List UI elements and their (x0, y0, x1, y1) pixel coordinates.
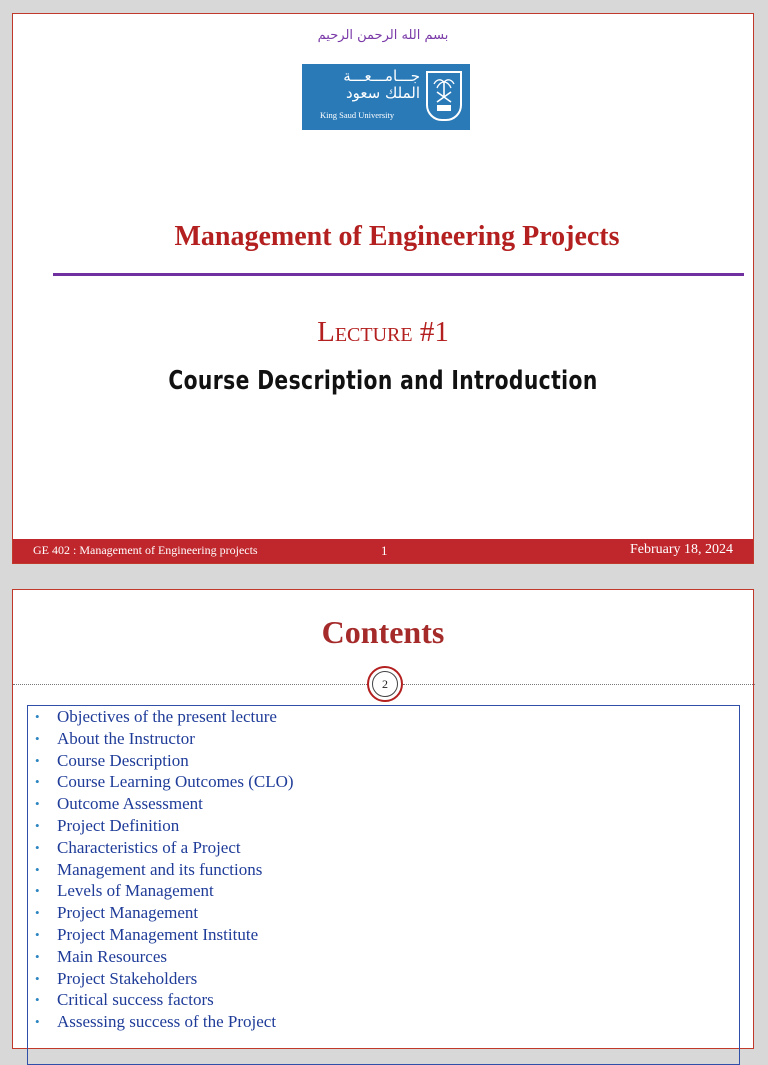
list-item (28, 750, 294, 772)
bullet-icon: • (35, 817, 40, 833)
list-item-label: Course Description (57, 750, 189, 770)
bullet-icon: • (35, 1014, 40, 1030)
list-item-label: Project Management Institute (57, 924, 259, 944)
list-item (28, 815, 294, 837)
list-item-label: Objectives of the present lecture (57, 707, 277, 726)
list-item (28, 1011, 294, 1033)
university-logo (302, 64, 470, 130)
logo-arabic-line1: جـــامـــعـــة (343, 67, 420, 85)
bullet-icon: • (35, 905, 40, 921)
dotted-divider-right (403, 684, 755, 685)
list-item (28, 880, 294, 902)
lecture-subtitle: Course Description and Introduction (168, 366, 598, 396)
contents-heading: Contents (321, 614, 445, 650)
list-item (28, 793, 294, 815)
list-item-label: Project Stakeholders (57, 968, 198, 988)
bullet-icon: • (35, 752, 40, 768)
list-item-label: About the Instructor (57, 728, 195, 748)
slide-1 (12, 13, 754, 564)
bullet-icon: • (35, 883, 40, 899)
bullet-icon: • (35, 730, 40, 746)
list-item (28, 946, 294, 968)
page-number: 2 (372, 671, 398, 697)
list-item-label: Project Definition (57, 815, 180, 835)
list-item (28, 924, 294, 946)
bullet-icon: • (35, 970, 40, 986)
bullet-icon: • (35, 992, 40, 1008)
list-item-label: Characteristics of a Project (57, 837, 241, 857)
list-item-label: Management and its functions (57, 859, 263, 879)
footer-course-name: GE 402 : Management of Engineering projects (33, 543, 258, 557)
footer-date: February 18, 2024 (629, 542, 733, 557)
list-item-label: Assessing success of the Project (57, 1012, 277, 1032)
logo-arabic-text (320, 68, 420, 102)
contents-list-box (27, 705, 740, 1065)
palm-emblem-icon (426, 71, 462, 121)
course-title: Management of Engineering Projects (174, 221, 620, 252)
list-item (28, 728, 294, 750)
bullet-icon: • (35, 839, 40, 855)
list-item-label: Levels of Management (57, 881, 214, 901)
list-item-label: Course Learning Outcomes (CLO) (57, 772, 294, 792)
bismillah-text: بسم الله الرحمن الرحيم (317, 28, 449, 43)
list-item (28, 771, 294, 793)
logo-arabic-line2: الملك سعود (345, 84, 420, 102)
list-item (28, 837, 294, 859)
list-item-label: Critical success factors (57, 990, 214, 1010)
list-item-label: Project Management (57, 903, 199, 923)
list-item (28, 968, 294, 990)
list-item-label: Main Resources (57, 946, 168, 966)
bullet-icon: • (35, 796, 40, 812)
contents-list (28, 706, 294, 1033)
lecture-number: Lecture #1 (317, 316, 449, 348)
list-item (28, 989, 294, 1011)
list-item-label: Outcome Assessment (57, 794, 203, 814)
bullet-icon: • (35, 861, 40, 877)
list-item (28, 706, 294, 728)
title-divider (53, 273, 744, 276)
page-number-badge (367, 666, 403, 702)
bullet-icon: • (35, 709, 40, 724)
footer-page-number: 1 (381, 543, 388, 558)
logo-english-text: King Saud University (320, 110, 395, 120)
bullet-icon: • (35, 926, 40, 942)
dotted-divider-left (13, 684, 367, 685)
slide-2 (12, 589, 754, 1049)
list-item (28, 902, 294, 924)
list-item (28, 859, 294, 881)
slide-footer (13, 539, 753, 563)
bullet-icon: • (35, 948, 40, 964)
bullet-icon: • (35, 774, 40, 790)
